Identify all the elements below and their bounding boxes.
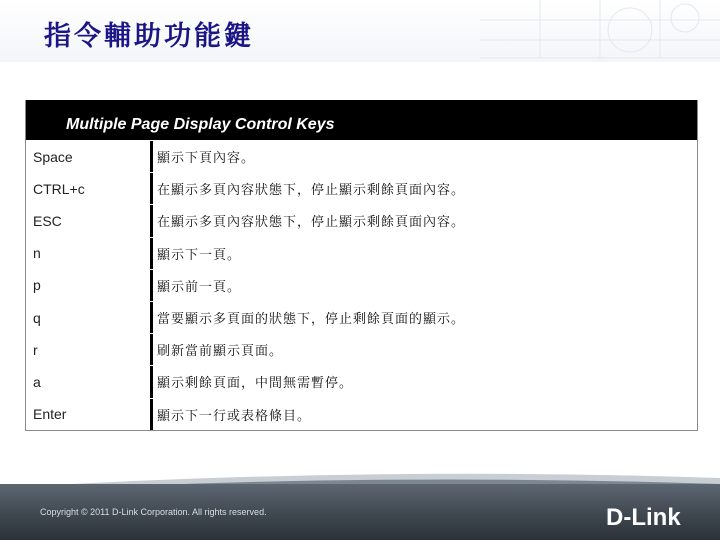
table-row <box>26 172 697 204</box>
key-cell: q <box>26 302 150 333</box>
keys-table <box>25 100 698 431</box>
table-row <box>26 301 697 333</box>
table-row <box>26 269 697 301</box>
desc-cell: 顯示下一行或表格條目。 <box>153 399 697 430</box>
desc-cell: 顯示剩餘頁面，中間無需暫停。 <box>153 366 697 397</box>
table-row <box>26 333 697 365</box>
key-cell: p <box>26 270 150 301</box>
desc-cell: 在顯示多頁內容狀態下，停止顯示剩餘頁面內容。 <box>153 173 697 204</box>
key-cell: Space <box>26 141 150 172</box>
table-row <box>26 204 697 236</box>
d-link-logo: D-Link <box>606 504 681 531</box>
table-header: Multiple Page Display Control Keys <box>26 100 697 140</box>
copyright-text: Copyright © 2011 D-Link Corporation. All rights reserved. <box>40 507 267 517</box>
desc-cell: 當要顯示多頁面的狀態下，停止剩餘頁面的顯示。 <box>153 302 697 333</box>
key-cell: CTRL+c <box>26 173 150 204</box>
table-row <box>26 140 697 172</box>
slide-title: 指令輔助功能鍵 <box>44 21 254 52</box>
desc-cell: 顯示下頁內容。 <box>153 141 697 172</box>
table-row <box>26 365 697 397</box>
desc-cell: 顯示前一頁。 <box>153 270 697 301</box>
title-band <box>0 0 720 62</box>
key-cell: a <box>26 366 150 397</box>
key-cell: n <box>26 238 150 269</box>
key-cell: ESC <box>26 205 150 236</box>
desc-cell: 顯示下一頁。 <box>153 238 697 269</box>
key-cell: r <box>26 334 150 365</box>
table-row <box>26 398 697 430</box>
table-row <box>26 237 697 269</box>
desc-cell: 在顯示多頁內容狀態下，停止顯示剩餘頁面內容。 <box>153 205 697 236</box>
decorative-pattern <box>480 0 720 60</box>
desc-cell: 刷新當前顯示頁面。 <box>153 334 697 365</box>
key-cell: Enter <box>26 399 150 430</box>
